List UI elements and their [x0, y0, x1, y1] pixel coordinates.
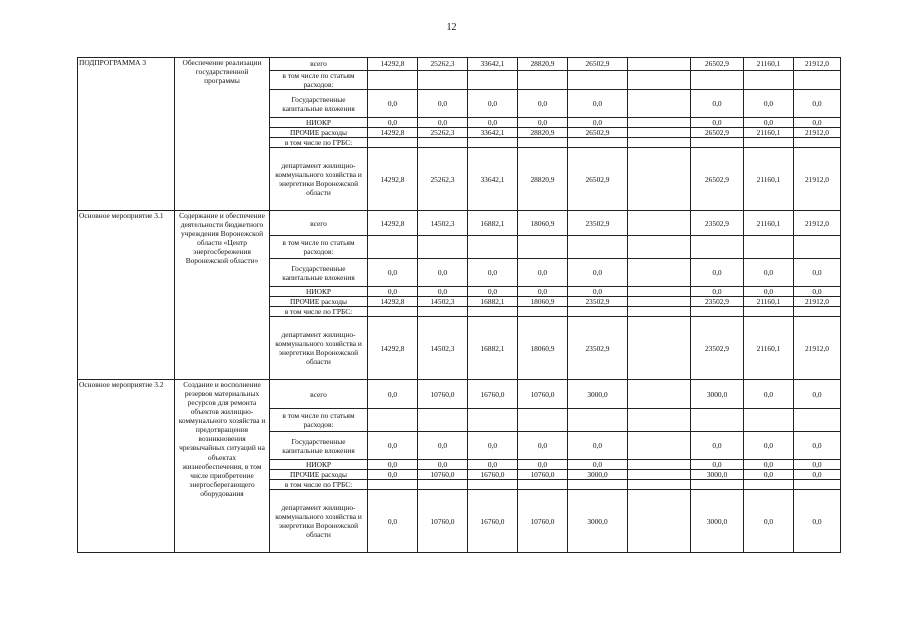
value-cell: 0,0: [794, 470, 841, 480]
empty-cell: [744, 71, 794, 90]
value-cell: 21912,0: [794, 58, 841, 71]
value-cell: 23502,9: [568, 211, 628, 236]
value-cell: 0,0: [418, 118, 468, 128]
empty-cell: [568, 71, 628, 90]
value-cell: 0,0: [418, 287, 468, 297]
empty-cell: [744, 480, 794, 490]
value-cell: 0,0: [568, 287, 628, 297]
value-cell: 0,0: [368, 118, 418, 128]
budget-table: [77, 57, 841, 553]
empty-cell: [691, 409, 744, 432]
empty-cell: [518, 236, 568, 259]
value-cell: 0,0: [368, 470, 418, 480]
value-cell: 28820,9: [518, 58, 568, 71]
value-cell: 33642,1: [468, 128, 518, 138]
value-cell: 0,0: [691, 118, 744, 128]
value-cell: 16760,0: [468, 380, 518, 409]
value-cell: 16882,1: [468, 211, 518, 236]
empty-cell: [418, 307, 468, 317]
funding-source-cell: НИОКР: [270, 118, 368, 128]
value-cell: [628, 58, 691, 71]
empty-cell: [368, 409, 418, 432]
table-row: [78, 380, 841, 409]
funding-source-cell: департамент жилищно-коммунального хозяйства и энергетики Воронежской области: [270, 317, 368, 380]
value-cell: 0,0: [744, 259, 794, 287]
empty-cell: [468, 409, 518, 432]
status-cell: ПОДПРОГРАММА 3: [78, 58, 175, 211]
value-cell: 0,0: [418, 259, 468, 287]
value-cell: 0,0: [568, 90, 628, 118]
value-cell: 0,0: [744, 460, 794, 470]
value-cell: [628, 118, 691, 128]
value-cell: 0,0: [568, 432, 628, 460]
value-cell: 0,0: [691, 287, 744, 297]
value-cell: 0,0: [468, 287, 518, 297]
empty-cell: [568, 236, 628, 259]
funding-source-cell: в том числе по статьям расходов:: [270, 409, 368, 432]
value-cell: 21160,1: [744, 148, 794, 211]
value-cell: 23502,9: [691, 297, 744, 307]
funding-source-cell: в том числе по ГРБС:: [270, 138, 368, 148]
empty-cell: [468, 71, 518, 90]
empty-cell: [794, 409, 841, 432]
funding-source-cell: ПРОЧИЕ расходы: [270, 128, 368, 138]
value-cell: 14292,8: [368, 128, 418, 138]
value-cell: [628, 259, 691, 287]
empty-cell: [628, 307, 691, 317]
value-cell: 0,0: [744, 432, 794, 460]
value-cell: 0,0: [418, 460, 468, 470]
value-cell: 0,0: [744, 118, 794, 128]
value-cell: 23502,9: [568, 317, 628, 380]
value-cell: 26502,9: [568, 58, 628, 71]
value-cell: 10760,0: [518, 470, 568, 480]
table-row: [78, 58, 841, 71]
value-cell: 0,0: [691, 90, 744, 118]
value-cell: [628, 380, 691, 409]
status-cell: Основное мероприятие 3.1: [78, 211, 175, 380]
value-cell: 0,0: [744, 470, 794, 480]
empty-cell: [744, 307, 794, 317]
empty-cell: [628, 71, 691, 90]
value-cell: 0,0: [368, 259, 418, 287]
value-cell: 0,0: [468, 259, 518, 287]
value-cell: 0,0: [691, 259, 744, 287]
funding-source-cell: в том числе по ГРБС:: [270, 307, 368, 317]
funding-source-cell: Государственные капитальные вложения: [270, 90, 368, 118]
value-cell: 0,0: [691, 460, 744, 470]
empty-cell: [691, 71, 744, 90]
program-name-cell: Содержание и обеспечение деятельности бюджетного учреждения Воронежской области «Центр энергосбережения Воронежской области»: [175, 211, 270, 380]
empty-cell: [368, 71, 418, 90]
value-cell: [628, 460, 691, 470]
value-cell: 0,0: [518, 118, 568, 128]
empty-cell: [628, 138, 691, 148]
value-cell: 0,0: [368, 490, 418, 553]
empty-cell: [468, 307, 518, 317]
empty-cell: [794, 480, 841, 490]
empty-cell: [418, 138, 468, 148]
value-cell: 26502,9: [568, 128, 628, 138]
empty-cell: [418, 71, 468, 90]
value-cell: 18060,9: [518, 297, 568, 307]
empty-cell: [518, 138, 568, 148]
value-cell: 0,0: [518, 460, 568, 470]
empty-cell: [518, 480, 568, 490]
value-cell: 14292,8: [368, 317, 418, 380]
value-cell: 21160,1: [744, 297, 794, 307]
value-cell: [628, 287, 691, 297]
value-cell: 0,0: [368, 380, 418, 409]
empty-cell: [744, 236, 794, 259]
empty-cell: [628, 480, 691, 490]
value-cell: 0,0: [368, 287, 418, 297]
value-cell: 0,0: [568, 118, 628, 128]
value-cell: [628, 470, 691, 480]
value-cell: 0,0: [518, 90, 568, 118]
value-cell: 21912,0: [794, 148, 841, 211]
value-cell: 16760,0: [468, 470, 518, 480]
funding-source-cell: всего: [270, 211, 368, 236]
value-cell: [628, 432, 691, 460]
value-cell: 33642,1: [468, 148, 518, 211]
value-cell: 14292,8: [368, 297, 418, 307]
status-cell: Основное мероприятие 3.2: [78, 380, 175, 553]
empty-cell: [744, 138, 794, 148]
value-cell: 0,0: [794, 287, 841, 297]
value-cell: [628, 128, 691, 138]
empty-cell: [468, 138, 518, 148]
value-cell: 14502,3: [418, 317, 468, 380]
empty-cell: [518, 409, 568, 432]
value-cell: 21912,0: [794, 128, 841, 138]
value-cell: 16760,0: [468, 490, 518, 553]
value-cell: 3000,0: [691, 490, 744, 553]
value-cell: 21160,1: [744, 128, 794, 138]
value-cell: 0,0: [794, 432, 841, 460]
empty-cell: [368, 307, 418, 317]
value-cell: 26502,9: [691, 128, 744, 138]
value-cell: 0,0: [468, 460, 518, 470]
empty-cell: [518, 71, 568, 90]
funding-source-cell: в том числе по ГРБС:: [270, 480, 368, 490]
empty-cell: [794, 71, 841, 90]
empty-cell: [794, 138, 841, 148]
value-cell: 10760,0: [518, 380, 568, 409]
value-cell: 0,0: [794, 90, 841, 118]
funding-source-cell: ПРОЧИЕ расходы: [270, 297, 368, 307]
empty-cell: [568, 409, 628, 432]
empty-cell: [418, 480, 468, 490]
funding-source-cell: департамент жилищно-коммунального хозяйства и энергетики Воронежской области: [270, 490, 368, 553]
empty-cell: [468, 236, 518, 259]
funding-source-cell: НИОКР: [270, 287, 368, 297]
empty-cell: [418, 236, 468, 259]
value-cell: 0,0: [368, 432, 418, 460]
empty-cell: [691, 138, 744, 148]
empty-cell: [368, 138, 418, 148]
empty-cell: [691, 480, 744, 490]
empty-cell: [468, 480, 518, 490]
value-cell: 14292,8: [368, 58, 418, 71]
value-cell: [628, 90, 691, 118]
value-cell: 14292,8: [368, 211, 418, 236]
value-cell: 26502,9: [691, 148, 744, 211]
value-cell: 33642,1: [468, 58, 518, 71]
empty-cell: [794, 236, 841, 259]
page-number: 12: [446, 22, 457, 33]
empty-cell: [368, 480, 418, 490]
value-cell: 0,0: [744, 90, 794, 118]
funding-source-cell: Государственные капитальные вложения: [270, 432, 368, 460]
empty-cell: [518, 307, 568, 317]
value-cell: 28820,9: [518, 128, 568, 138]
empty-cell: [568, 307, 628, 317]
empty-cell: [418, 409, 468, 432]
value-cell: [628, 490, 691, 553]
value-cell: [628, 148, 691, 211]
value-cell: 3000,0: [568, 380, 628, 409]
value-cell: 25262,3: [418, 128, 468, 138]
value-cell: 3000,0: [691, 380, 744, 409]
value-cell: 0,0: [794, 259, 841, 287]
funding-source-cell: в том числе по статьям расходов:: [270, 71, 368, 90]
value-cell: 0,0: [744, 287, 794, 297]
value-cell: 3000,0: [568, 490, 628, 553]
funding-source-cell: департамент жилищно-коммунального хозяйства и энергетики Воронежской области: [270, 148, 368, 211]
value-cell: 16882,1: [468, 297, 518, 307]
funding-source-cell: в том числе по статьям расходов:: [270, 236, 368, 259]
value-cell: 0,0: [744, 490, 794, 553]
value-cell: 10760,0: [418, 470, 468, 480]
value-cell: 0,0: [418, 90, 468, 118]
value-cell: 16882,1: [468, 317, 518, 380]
value-cell: 3000,0: [691, 470, 744, 480]
value-cell: 0,0: [568, 460, 628, 470]
value-cell: 26502,9: [568, 148, 628, 211]
table-row: [78, 211, 841, 236]
value-cell: 0,0: [468, 90, 518, 118]
empty-cell: [568, 138, 628, 148]
value-cell: 26502,9: [691, 58, 744, 71]
value-cell: 0,0: [691, 432, 744, 460]
value-cell: 0,0: [518, 259, 568, 287]
funding-source-cell: Государственные капитальные вложения: [270, 259, 368, 287]
value-cell: 21912,0: [794, 317, 841, 380]
value-cell: 0,0: [794, 380, 841, 409]
value-cell: 10760,0: [418, 490, 468, 553]
empty-cell: [568, 480, 628, 490]
value-cell: [628, 297, 691, 307]
value-cell: 21160,1: [744, 58, 794, 71]
value-cell: 10760,0: [518, 490, 568, 553]
value-cell: 23502,9: [691, 317, 744, 380]
value-cell: 14502,3: [418, 211, 468, 236]
value-cell: 0,0: [518, 432, 568, 460]
value-cell: [628, 211, 691, 236]
value-cell: 21912,0: [794, 211, 841, 236]
empty-cell: [628, 236, 691, 259]
funding-source-cell: всего: [270, 380, 368, 409]
empty-cell: [744, 409, 794, 432]
value-cell: [628, 317, 691, 380]
value-cell: 0,0: [468, 432, 518, 460]
value-cell: 0,0: [794, 460, 841, 470]
value-cell: 21912,0: [794, 297, 841, 307]
empty-cell: [794, 307, 841, 317]
value-cell: 25262,3: [418, 148, 468, 211]
value-cell: 0,0: [368, 90, 418, 118]
funding-source-cell: ПРОЧИЕ расходы: [270, 470, 368, 480]
program-name-cell: Создание и восполнение резервов материальных ресурсов для ремонта объектов жилищно-коммунального хозяйства и предотвращения возникновения чрезвычайных ситуаций на объектах жизнеобеспечения, в том числе приобретение энергосберегающего оборудования: [175, 380, 270, 553]
value-cell: 0,0: [518, 287, 568, 297]
empty-cell: [691, 307, 744, 317]
empty-cell: [368, 236, 418, 259]
value-cell: 0,0: [418, 432, 468, 460]
value-cell: 21160,1: [744, 317, 794, 380]
funding-source-cell: всего: [270, 58, 368, 71]
value-cell: 0,0: [468, 118, 518, 128]
value-cell: 10760,0: [418, 380, 468, 409]
value-cell: 0,0: [368, 460, 418, 470]
value-cell: 14502,3: [418, 297, 468, 307]
value-cell: 25262,3: [418, 58, 468, 71]
empty-cell: [691, 236, 744, 259]
empty-cell: [628, 409, 691, 432]
value-cell: 18060,9: [518, 211, 568, 236]
program-name-cell: Обеспечение реализации государственной программы: [175, 58, 270, 211]
value-cell: 0,0: [744, 380, 794, 409]
value-cell: 14292,8: [368, 148, 418, 211]
value-cell: 23502,9: [568, 297, 628, 307]
value-cell: 3000,0: [568, 470, 628, 480]
value-cell: 21160,1: [744, 211, 794, 236]
value-cell: 18060,9: [518, 317, 568, 380]
value-cell: 0,0: [794, 118, 841, 128]
value-cell: 0,0: [794, 490, 841, 553]
value-cell: 28820,9: [518, 148, 568, 211]
value-cell: 0,0: [568, 259, 628, 287]
funding-source-cell: НИОКР: [270, 460, 368, 470]
value-cell: 23502,9: [691, 211, 744, 236]
